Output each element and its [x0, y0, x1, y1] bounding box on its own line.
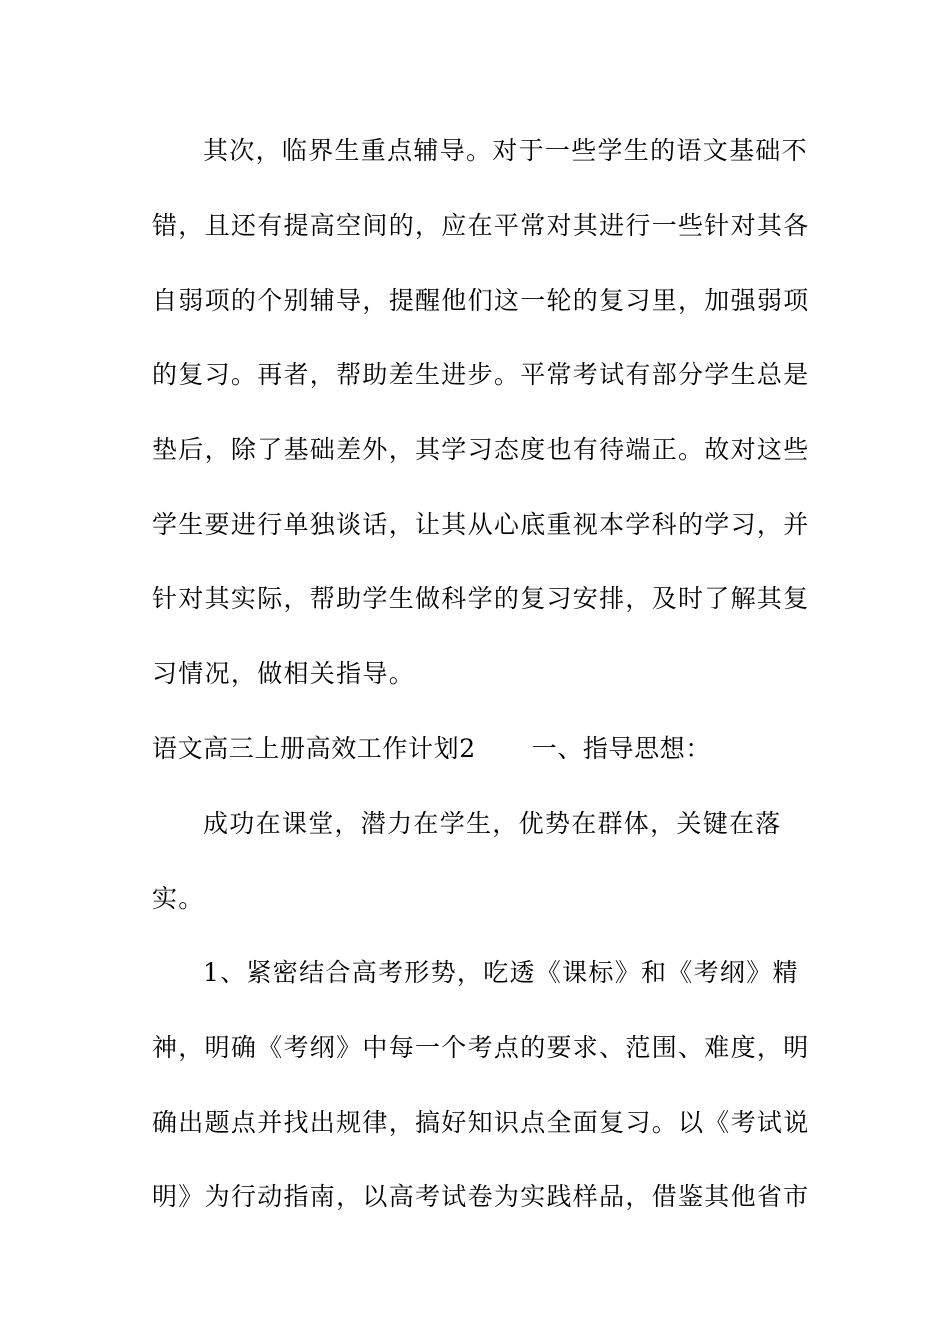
paragraph-line: 成功在课堂，潜力在学生，优势在群体，关键在落 [203, 809, 782, 838]
paragraph-line: 实。 [152, 884, 205, 913]
paragraph-line: 神，明确《考纲》中每一个考点的要求、范围、难度，明 [152, 1033, 810, 1062]
paragraph-line: 学生要进行单独谈话，让其从心底重视本学科的学习，并 [152, 510, 810, 539]
paragraph-line: 其次，临界生重点辅导。对于一些学生的语文基础不 [203, 136, 808, 165]
paragraph-line: 明》为行动指南，以高考试卷为实践样品，借鉴其他省市 [152, 1182, 810, 1211]
paragraph-line: 错，且还有提高空间的，应在平常对其进行一些针对其各 [152, 211, 810, 240]
paragraph-line: 针对其实际，帮助学生做科学的复习安排，及时了解其复 [152, 584, 810, 613]
document-title: 语文高三上册高效工作计划2 [152, 734, 476, 763]
section-heading [152, 734, 802, 764]
paragraph-line: 确出题点并找出规律，搞好知识点全面复习。以《考试说 [152, 1108, 810, 1137]
paragraph-line: 自弱项的个别辅导，提醒他们这一轮的复习里，加强弱项 [152, 286, 810, 315]
paragraph-line: 的复习。再者，帮助差生进步。平常考试有部分学生总是 [152, 360, 810, 389]
section-subtitle: 一、指导思想： [531, 734, 711, 763]
paragraph-line: 习情况，做相关指导。 [152, 659, 416, 688]
paragraph-line: 垫后，除了基础差外，其学习态度也有待端正。故对这些 [152, 435, 810, 464]
paragraph-line: 1、紧密结合高考形势，吃透《课标》和《考纲》精 [203, 958, 799, 987]
